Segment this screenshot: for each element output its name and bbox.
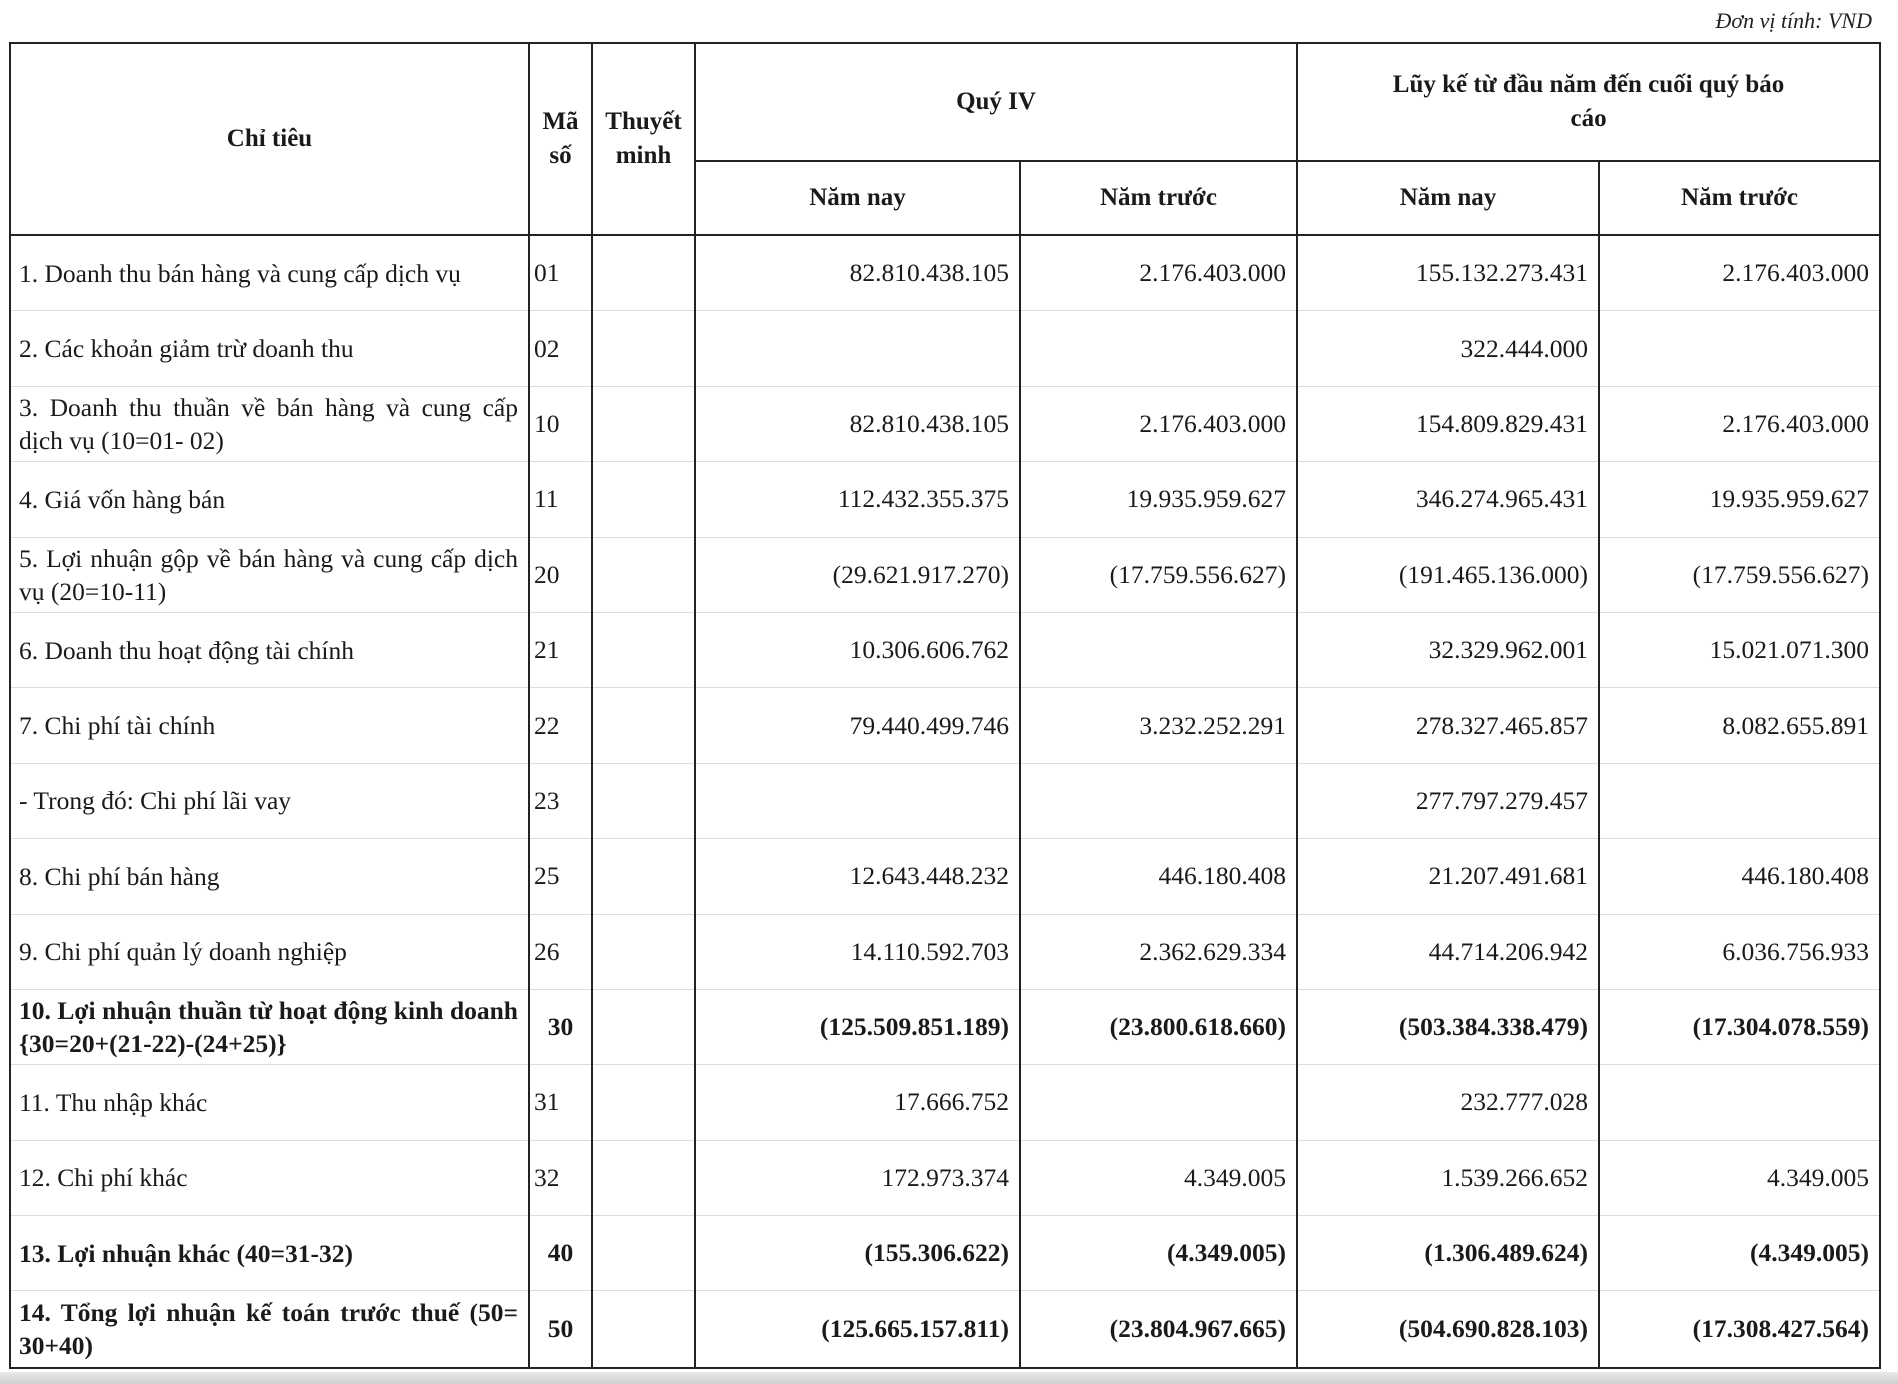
header-indicator: Chỉ tiêu — [10, 43, 529, 235]
row-quarter-this-year: 12.643.448.232 — [695, 839, 1020, 914]
row-code: 11 — [529, 462, 592, 537]
row-note — [592, 235, 695, 311]
row-ytd-last-year — [1599, 763, 1880, 838]
row-quarter-this-year: 112.432.355.375 — [695, 462, 1020, 537]
row-ytd-this-year: 155.132.273.431 — [1297, 235, 1599, 311]
row-ytd-last-year: (4.349.005) — [1599, 1216, 1880, 1291]
row-quarter-last-year: (17.759.556.627) — [1020, 537, 1297, 612]
row-ytd-last-year — [1599, 1065, 1880, 1140]
row-code: 32 — [529, 1140, 592, 1215]
row-ytd-this-year: 21.207.491.681 — [1297, 839, 1599, 914]
table-row — [10, 688, 1880, 763]
row-code: 40 — [529, 1216, 592, 1291]
row-code: 50 — [529, 1291, 592, 1369]
header-ytd: Lũy kế từ đầu năm đến cuối quý báo cáo — [1297, 43, 1880, 161]
row-quarter-this-year: (29.621.917.270) — [695, 537, 1020, 612]
income-statement-table — [9, 42, 1881, 1369]
row-quarter-last-year — [1020, 612, 1297, 687]
row-note — [592, 386, 695, 461]
row-quarter-this-year: 82.810.438.105 — [695, 386, 1020, 461]
row-note — [592, 1216, 695, 1291]
table-row — [10, 462, 1880, 537]
row-ytd-last-year: 6.036.756.933 — [1599, 914, 1880, 989]
table-row — [10, 311, 1880, 386]
table-row — [10, 839, 1880, 914]
bottom-edge — [0, 1372, 1898, 1384]
row-ytd-this-year: 232.777.028 — [1297, 1065, 1599, 1140]
row-ytd-last-year: 446.180.408 — [1599, 839, 1880, 914]
row-quarter-this-year: (125.509.851.189) — [695, 989, 1020, 1064]
row-label: 10. Lợi nhuận thuần từ hoạt động kinh doanh {30=20+(21-22)-(24+25)} — [10, 989, 529, 1064]
header-note: Thuyết minh — [592, 43, 695, 235]
row-ytd-this-year: 278.327.465.857 — [1297, 688, 1599, 763]
row-quarter-last-year — [1020, 763, 1297, 838]
row-ytd-this-year: 322.444.000 — [1297, 311, 1599, 386]
row-quarter-this-year: 82.810.438.105 — [695, 235, 1020, 311]
row-ytd-this-year: 44.714.206.942 — [1297, 914, 1599, 989]
row-code: 01 — [529, 235, 592, 311]
row-note — [592, 1291, 695, 1369]
row-note — [592, 612, 695, 687]
row-label: 1. Doanh thu bán hàng và cung cấp dịch vụ — [10, 235, 529, 311]
table-row — [10, 763, 1880, 838]
row-note — [592, 537, 695, 612]
row-quarter-this-year: 79.440.499.746 — [695, 688, 1020, 763]
row-code: 25 — [529, 839, 592, 914]
row-label: 11. Thu nhập khác — [10, 1065, 529, 1140]
row-ytd-last-year: (17.304.078.559) — [1599, 989, 1880, 1064]
row-ytd-last-year: 8.082.655.891 — [1599, 688, 1880, 763]
row-code: 10 — [529, 386, 592, 461]
row-quarter-last-year — [1020, 1065, 1297, 1140]
row-ytd-this-year: 32.329.962.001 — [1297, 612, 1599, 687]
row-label: 2. Các khoản giảm trừ doanh thu — [10, 311, 529, 386]
row-label: 6. Doanh thu hoạt động tài chính — [10, 612, 529, 687]
row-code: 02 — [529, 311, 592, 386]
row-label: 3. Doanh thu thuần về bán hàng và cung cấp dịch vụ (10=01- 02) — [10, 386, 529, 461]
row-note — [592, 839, 695, 914]
row-quarter-this-year: (125.665.157.811) — [695, 1291, 1020, 1369]
row-note — [592, 688, 695, 763]
row-ytd-this-year: 1.539.266.652 — [1297, 1140, 1599, 1215]
row-quarter-this-year: 14.110.592.703 — [695, 914, 1020, 989]
row-quarter-last-year — [1020, 311, 1297, 386]
table-row — [10, 235, 1880, 311]
row-ytd-this-year: (504.690.828.103) — [1297, 1291, 1599, 1369]
row-code: 31 — [529, 1065, 592, 1140]
row-code: 23 — [529, 763, 592, 838]
row-quarter-this-year: 172.973.374 — [695, 1140, 1020, 1215]
row-quarter-last-year: 3.232.252.291 — [1020, 688, 1297, 763]
row-quarter-last-year: 2.176.403.000 — [1020, 386, 1297, 461]
row-ytd-last-year — [1599, 311, 1880, 386]
header-ytd-this-year: Năm nay — [1297, 161, 1599, 235]
row-quarter-this-year: 10.306.606.762 — [695, 612, 1020, 687]
row-label: 9. Chi phí quản lý doanh nghiệp — [10, 914, 529, 989]
header-quarter-this-year: Năm nay — [695, 161, 1020, 235]
table-header — [10, 43, 1880, 235]
row-ytd-last-year: 4.349.005 — [1599, 1140, 1880, 1215]
row-quarter-this-year: 17.666.752 — [695, 1065, 1020, 1140]
row-label: 7. Chi phí tài chính — [10, 688, 529, 763]
row-quarter-last-year: 446.180.408 — [1020, 839, 1297, 914]
row-label: 4. Giá vốn hàng bán — [10, 462, 529, 537]
row-code: 21 — [529, 612, 592, 687]
row-quarter-this-year — [695, 763, 1020, 838]
table-row — [10, 386, 1880, 461]
row-quarter-this-year — [695, 311, 1020, 386]
table-row — [10, 914, 1880, 989]
row-quarter-this-year: (155.306.622) — [695, 1216, 1020, 1291]
row-quarter-last-year: (4.349.005) — [1020, 1216, 1297, 1291]
table-row — [10, 989, 1880, 1064]
table-row — [10, 537, 1880, 612]
row-note — [592, 311, 695, 386]
row-code: 30 — [529, 989, 592, 1064]
row-quarter-last-year: 19.935.959.627 — [1020, 462, 1297, 537]
row-note — [592, 1065, 695, 1140]
row-ytd-this-year: (503.384.338.479) — [1297, 989, 1599, 1064]
row-quarter-last-year: 4.349.005 — [1020, 1140, 1297, 1215]
row-note — [592, 462, 695, 537]
table-row — [10, 1216, 1880, 1291]
row-ytd-last-year: 2.176.403.000 — [1599, 235, 1880, 311]
row-ytd-last-year: 19.935.959.627 — [1599, 462, 1880, 537]
table-row — [10, 1140, 1880, 1215]
row-code: 20 — [529, 537, 592, 612]
row-label: 12. Chi phí khác — [10, 1140, 529, 1215]
header-code: Mã số — [529, 43, 592, 235]
row-label: - Trong đó: Chi phí lãi vay — [10, 763, 529, 838]
row-label: 14. Tổng lợi nhuận kế toán trước thuế (50= 30+40) — [10, 1291, 529, 1369]
header-quarter-last-year: Năm trước — [1020, 161, 1297, 235]
table-body — [10, 235, 1880, 1368]
row-ytd-last-year: 2.176.403.000 — [1599, 386, 1880, 461]
row-ytd-this-year: (191.465.136.000) — [1297, 537, 1599, 612]
row-ytd-last-year: 15.021.071.300 — [1599, 612, 1880, 687]
row-quarter-last-year: 2.176.403.000 — [1020, 235, 1297, 311]
table-row — [10, 1291, 1880, 1369]
row-quarter-last-year: (23.804.967.665) — [1020, 1291, 1297, 1369]
row-quarter-last-year: (23.800.618.660) — [1020, 989, 1297, 1064]
row-label: 8. Chi phí bán hàng — [10, 839, 529, 914]
row-label: 13. Lợi nhuận khác (40=31-32) — [10, 1216, 529, 1291]
row-code: 22 — [529, 688, 592, 763]
header-quarter: Quý IV — [695, 43, 1297, 161]
row-ytd-this-year: 277.797.279.457 — [1297, 763, 1599, 838]
row-note — [592, 763, 695, 838]
row-ytd-last-year: (17.308.427.564) — [1599, 1291, 1880, 1369]
row-quarter-last-year: 2.362.629.334 — [1020, 914, 1297, 989]
row-code: 26 — [529, 914, 592, 989]
row-note — [592, 914, 695, 989]
table-row — [10, 1065, 1880, 1140]
row-note — [592, 1140, 695, 1215]
row-label: 5. Lợi nhuận gộp về bán hàng và cung cấp dịch vụ (20=10-11) — [10, 537, 529, 612]
row-ytd-last-year: (17.759.556.627) — [1599, 537, 1880, 612]
row-ytd-this-year: 154.809.829.431 — [1297, 386, 1599, 461]
table-row — [10, 612, 1880, 687]
row-ytd-this-year: (1.306.489.624) — [1297, 1216, 1599, 1291]
row-ytd-this-year: 346.274.965.431 — [1297, 462, 1599, 537]
header-ytd-last-year: Năm trước — [1599, 161, 1880, 235]
unit-note: Đơn vị tính: VND — [1715, 8, 1872, 33]
row-note — [592, 989, 695, 1064]
